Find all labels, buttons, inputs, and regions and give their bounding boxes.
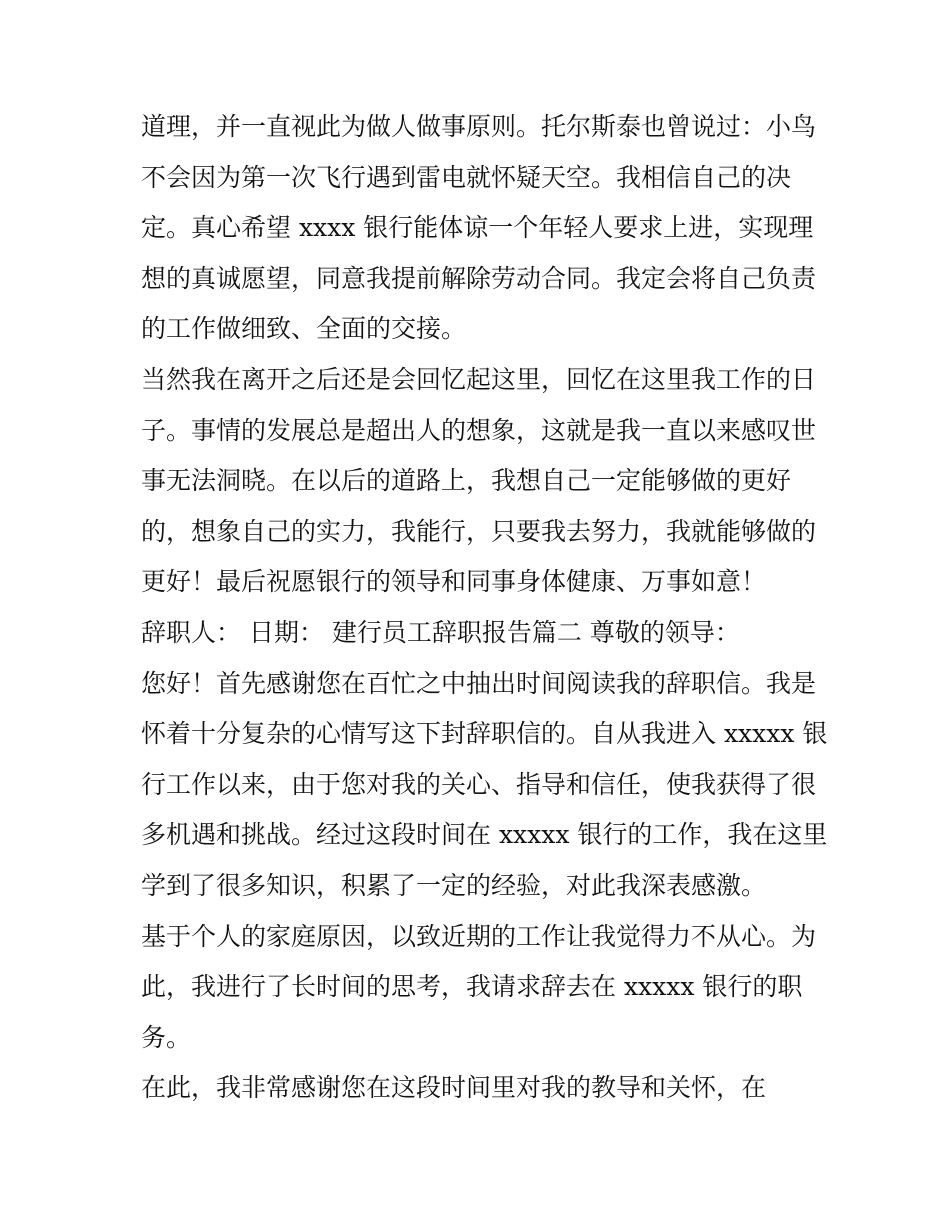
text-line: 的工作做细致、全面的交接。 <box>141 314 467 344</box>
document-body <box>141 102 828 1114</box>
text-line: 不会因为第一次飞行遇到雷电就怀疑天空。我相信自己的决 <box>141 162 792 192</box>
text-line: 在此，我非常感谢您在这段时间里对我的教导和关怀，在 <box>141 1073 767 1103</box>
text-line: 定。真心希望 xxxx 银行能体谅一个年轻人要求上进，实现理 <box>141 213 814 243</box>
text-line: 子。事情的发展总是超出人的想象，这就是我一直以来感叹世 <box>141 415 817 445</box>
text-line: 多机遇和挑战。经过这段时间在 xxxxx 银行的工作，我在这里 <box>141 820 828 850</box>
text-line: 您好！首先感谢您在百忙之中抽出时间阅读我的辞职信。我是 <box>141 668 817 698</box>
text-line: 此，我进行了长时间的思考，我请求辞去在 xxxxx 银行的职 <box>141 972 803 1002</box>
signature-line: 辞职人： 日期： 建行员工辞职报告篇二 尊敬的领导： <box>141 617 740 647</box>
text-line: 事无法洞晓。在以后的道路上，我想自己一定能够做的更好 <box>141 466 792 496</box>
text-line: 怀着十分复杂的心情写这下封辞职信的。自从我进入 xxxxx 银 <box>141 719 828 749</box>
text-line: 的，想象自己的实力，我能行，只要我去努力，我就能够做的 <box>141 516 817 546</box>
text-line: 更好！最后祝愿银行的领导和同事身体健康、万事如意！ <box>141 567 767 597</box>
text-line: 基于个人的家庭原因，以致近期的工作让我觉得力不从心。为 <box>141 921 817 951</box>
text-line: 道理，并一直视此为做人做事原则。托尔斯泰也曾说过：小鸟 <box>141 112 817 141</box>
text-line: 行工作以来，由于您对我的关心、指导和信任，使我获得了很 <box>141 769 817 799</box>
text-line: 当然我在离开之后还是会回忆起这里，回忆在这里我工作的日 <box>141 364 817 394</box>
text-line: 想的真诚愿望，同意我提前解除劳动合同。我定会将自己负责 <box>141 263 817 293</box>
text-line: 务。 <box>141 1022 192 1052</box>
text-line: 学到了很多知识，积累了一定的经验，对此我深表感激。 <box>141 870 767 900</box>
